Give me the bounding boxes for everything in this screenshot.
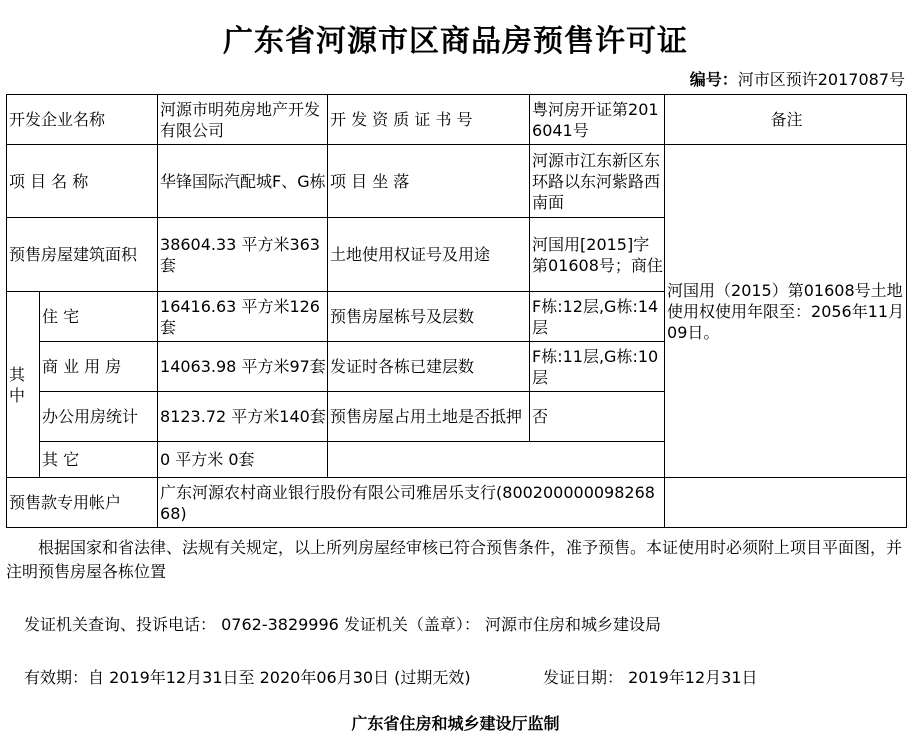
certificate-number-label: 编号：	[689, 70, 738, 89]
developer-value: 河源市明苑房地产开发有限公司	[158, 95, 328, 145]
document-title: 广东省河源市区商品房预售许可证	[223, 24, 688, 59]
contact-line: 发证机关查询、投诉电话： 0762-3829996 发证机关（盖章）： 河源市住房和城乡建设局	[24, 615, 662, 634]
among-label: 其中	[7, 292, 40, 478]
residential-value: 16416.63 平方米126套	[158, 292, 328, 342]
remarks-value: 河国用（2015）第01608号土地使用权使用年限至：2056年11月09日。	[665, 145, 907, 478]
account-label: 预售款专用帐户	[7, 478, 158, 528]
built-floors-label: 发证时各栋已建层数	[328, 342, 530, 392]
project-location-value: 河源市江东新区东环路以东河紫路西南面	[530, 145, 665, 218]
other-value: 0 平方米 0套	[158, 442, 328, 478]
presale-area-label: 预售房屋建筑面积	[7, 218, 158, 292]
row-account	[7, 478, 907, 528]
permit-table	[6, 94, 907, 528]
office-value: 8123.72 平方米140套	[158, 392, 328, 442]
other-label: 其 它	[40, 442, 158, 478]
qualification-label: 开 发 资 质 证 书 号	[328, 95, 530, 145]
row-developer	[7, 95, 907, 145]
commercial-label: 商 业 用 房	[40, 342, 158, 392]
qualification-value: 粤河房开证第2016041号	[530, 95, 665, 145]
mortgage-value: 否	[530, 392, 665, 442]
land-cert-value: 河国用[2015]字第01608号；商住	[530, 218, 665, 292]
certificate-number-value: 河市区预许2017087号	[737, 70, 905, 89]
residential-label: 住 宅	[40, 292, 158, 342]
issue-date-line: 发证日期： 2019年12月31日	[543, 668, 758, 687]
footer-supervisor: 广东省住房和城乡建设厅监制	[351, 714, 560, 733]
land-cert-label: 土地使用权证号及用途	[328, 218, 530, 292]
approval-statement: 根据国家和省法律、法规有关规定，以上所列房屋经审核已符合预售条件，准予预售。本证使用时必须附上项目平面图，并注明预售房屋各栋位置	[6, 538, 903, 581]
building-floors-label: 预售房屋栋号及层数	[328, 292, 530, 342]
presale-area-value: 38604.33 平方米363套	[158, 218, 328, 292]
account-empty-cell	[665, 478, 907, 528]
row-project	[7, 145, 907, 218]
remarks-label: 备注	[665, 95, 907, 145]
project-name-value: 华锋国际汽配城F、G栋	[158, 145, 328, 218]
account-value: 广东河源农村商业银行股份有限公司雅居乐支行(80020000009826868)	[158, 478, 665, 528]
project-location-label: 项 目 坐 落	[328, 145, 530, 218]
commercial-value: 14063.98 平方米97套	[158, 342, 328, 392]
mortgage-label: 预售房屋占用土地是否抵押	[328, 392, 530, 442]
building-floors-value: F栋:12层,G栋:14层	[530, 292, 665, 342]
other-empty-cell	[328, 442, 665, 478]
office-label: 办公用房统计	[40, 392, 158, 442]
certificate-number	[690, 67, 905, 90]
project-name-label: 项 目 名 称	[7, 145, 158, 218]
built-floors-value: F栋:11层,G栋:10层	[530, 342, 665, 392]
developer-label: 开发企业名称	[7, 95, 158, 145]
validity-line: 有效期：自 2019年12月31日至 2020年06月30日 (过期无效)	[24, 668, 471, 687]
